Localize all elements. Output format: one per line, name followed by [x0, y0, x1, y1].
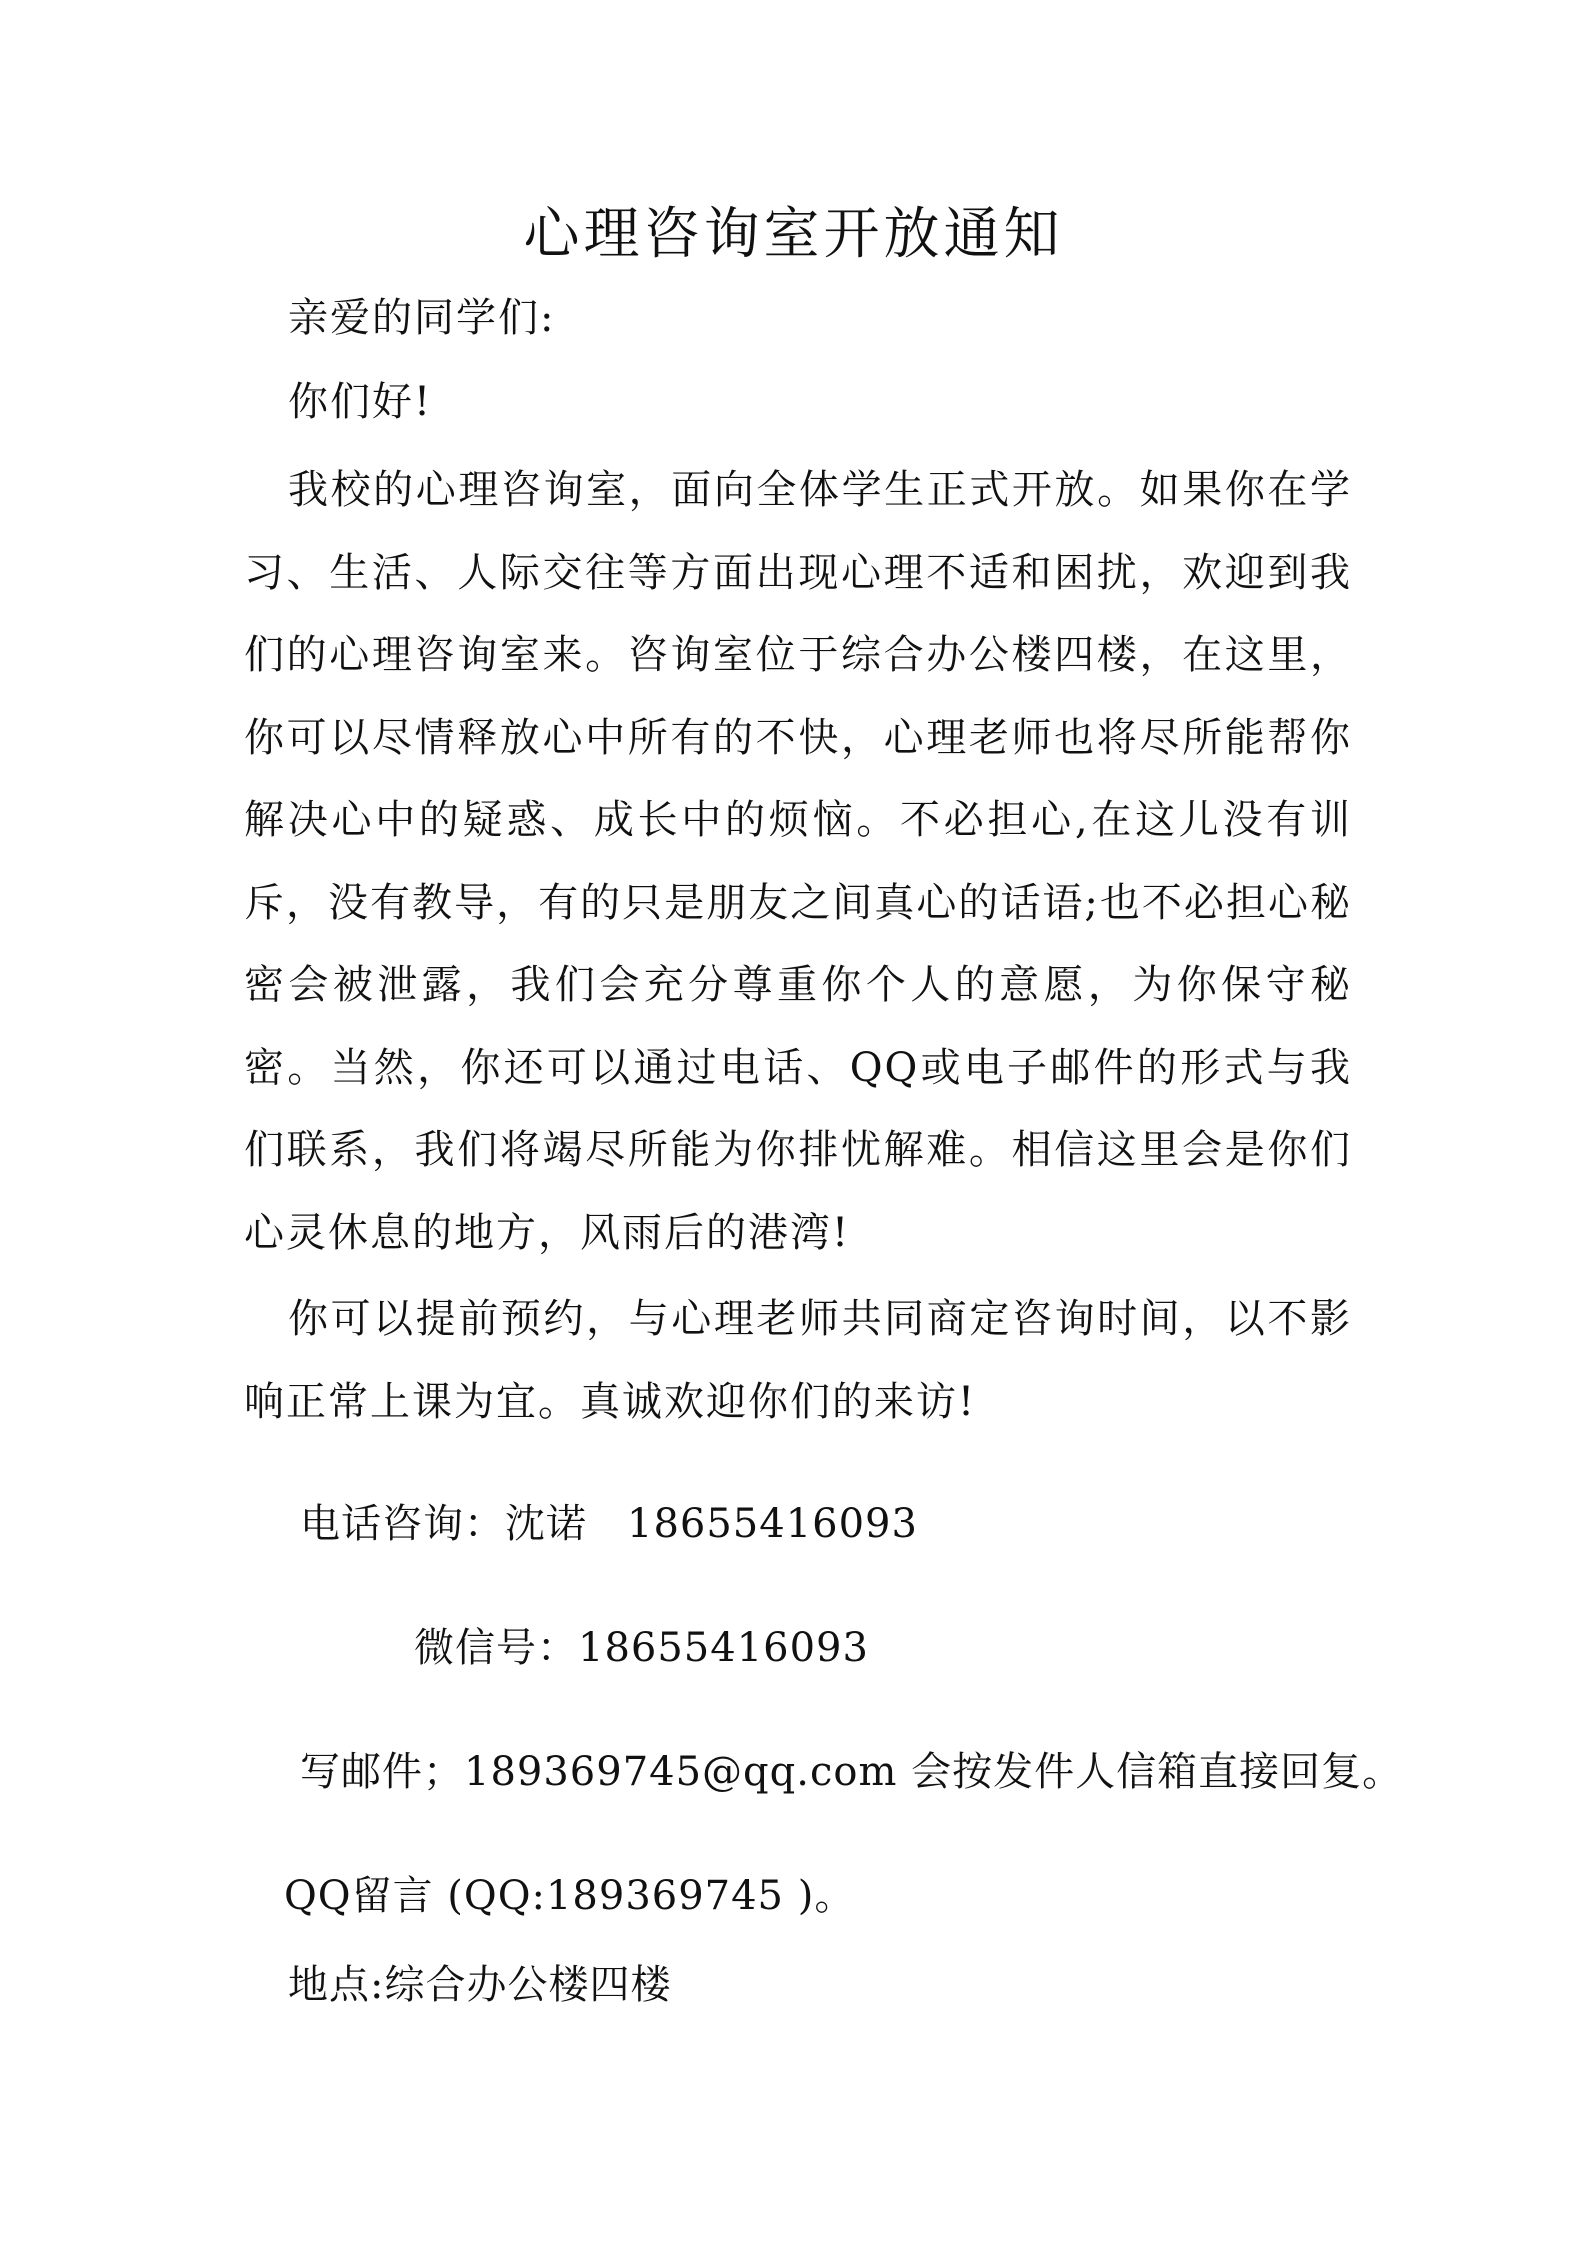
address-label: 地点: — [288, 1962, 385, 2008]
phone-number: 18655416093 — [627, 1501, 918, 1547]
body-paragraph-intro: 我校的心理咨询室，面向全体学生正式开放。如果你在学习、生活、人际交往等方面出现心理不适和困扰，欢迎到我们的心理咨询室来。咨询室位于综合办公楼四楼，在这里，你可以尽情释放心中所有的不快，心理老师也将尽所能帮你解决心中的疑惑、成长中的烦恼。不必担心,在这儿没有训斥，没有教导，有的只是朋友之间真心的话语;也不必担心秘密会被泄露，我们会充分尊重你个人的意愿，为你保守秘密。当然，你还可以通过电话、QQ或电子邮件的形式与我们联系，我们将竭尽所能为你排忧解难。相信这里会是你们心灵休息的地方，风雨后的港湾! — [244, 467, 1352, 1256]
body-paragraph-appointment: 你可以提前预约，与心理老师共同商定咨询时间，以不影响正常上课为宜。真诚欢迎你们的来访! — [244, 1296, 1352, 1425]
email-address: 189369745@qq.com — [464, 1749, 898, 1795]
address-value: 综合办公楼四楼 — [384, 1962, 672, 2008]
email-contact-line — [300, 1742, 1403, 1802]
document-title: 心理咨询室开放通知 — [523, 202, 1064, 267]
phone-label: 电话咨询：沈诺 — [300, 1501, 587, 1547]
email-label: 写邮件； — [300, 1749, 464, 1795]
greeting: 你们好! — [288, 379, 433, 425]
email-note: 会按发件人信箱直接回复。 — [911, 1749, 1404, 1795]
address-line — [288, 1955, 671, 2015]
phone-contact-line — [300, 1494, 918, 1554]
qq-contact-line: QQ留言 (QQ:189369745 )。 — [284, 1873, 856, 1919]
wechat-label: 微信号： — [414, 1625, 578, 1671]
salutation: 亲爱的同学们: — [288, 295, 556, 341]
wechat-contact-line — [414, 1618, 869, 1678]
wechat-id: 18655416093 — [578, 1625, 869, 1671]
